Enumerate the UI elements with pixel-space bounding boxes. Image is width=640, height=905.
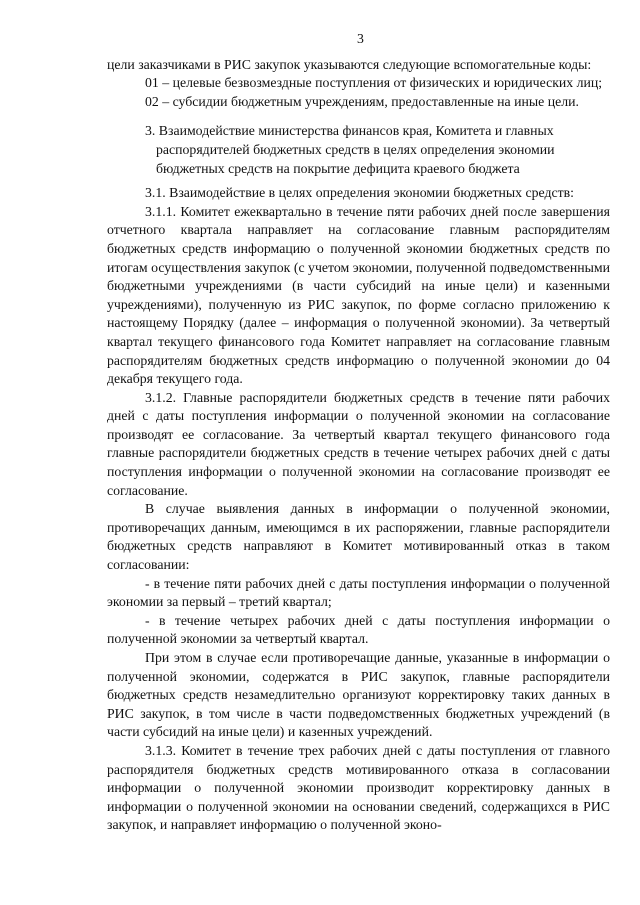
- page-number: 3: [357, 31, 364, 46]
- clause-3-1-3: 3.1.3. Комитет в течение трех рабочих дней с даты поступления от главного распорядителя бюджетных средств мотивированного отказа в согласовании информации о полученной экономии производит корректировку данных в информации о полученной экономии на основании сведений, содержащихся в РИС закупок, и направляет информацию о полученной эконо-: [107, 742, 610, 833]
- code-01-item: 01 – целевые безвозмездные поступления от физических и юридических лиц;: [145, 75, 603, 91]
- paragraph-refusal-case: В случае выявления данных в информации о полученной экономии, противоречащих данным, имеющимся в их распоряжении, главные распорядители бюджетных средств направляют в Комитет мотивированный отказ в таком согласовании:: [107, 501, 610, 573]
- refusal-term-item: - в течение четырех рабочих дней с даты поступления информации о полученной экономии за четвертый квартал.: [107, 612, 610, 647]
- refusal-term-item: - в течение пяти рабочих дней с даты поступления информации о полученной экономии за первый – третий квартал;: [107, 575, 610, 610]
- section-heading-line: бюджетных средств на покрытие дефицита краевого бюджета: [156, 160, 520, 176]
- section-3-heading: [107, 122, 610, 178]
- section-heading-line: 3. Взаимодействие министерства финансов края, Комитета и главных: [145, 123, 554, 139]
- paragraph-correction: При этом в случае если противоречащие данные, указанные в информации о полученной экономии, содержатся в РИС закупок, главные распорядители бюджетных средств незамедлительно организуют корректировку таких данных в РИС закупок, в том числе в части подведомственных бюджетных учреждений (в части субсидий на иные цели) и казенных учреждений.: [107, 650, 610, 740]
- clause-3-1: 3.1. Взаимодействие в целях определения экономии бюджетных средств:: [145, 185, 574, 201]
- clause-3-1-2: 3.1.2. Главные распорядители бюджетных средств в течение пяти рабочих дней с даты поступления информации о полученной экономии на согласование производят ее согласование. За четвертый квартал текущего финансового года главные распорядители бюджетных средств в течение четырех рабочих дней с даты поступления информации о полученной экономии на согласование производят ее согласование.: [107, 389, 610, 498]
- paragraph-codes-intro: цели заказчиками в РИС закупок указываются следующие вспомогательные коды:: [107, 56, 592, 72]
- document-page: [107, 30, 610, 835]
- code-02-item: 02 – субсидии бюджетным учреждениям, предоставленные на иные цели.: [145, 93, 579, 109]
- clause-3-1-1: 3.1.1. Комитет ежеквартально в течение пяти рабочих дней после завершения отчетного квартала направляет на согласование главным распорядителям бюджетных средств информацию о полученной экономии бюджетных средств по итогам осуществления закупок (с учетом экономии, полученной подведомственными бюджетными учреждениями (в части субсидий на иные цели) и казенными учреждениями), полученную из РИС закупок, по форме согласно приложению к настоящему Порядку (далее – информация о полученной экономии). За четвертый квартал текущего финансового года Комитет направляет на согласование главным распорядителям бюджетных средств информацию о полученной экономии до 04 декабря текущего года.: [107, 203, 610, 387]
- section-heading-line: распорядителей бюджетных средств в целях определения экономии: [156, 141, 555, 157]
